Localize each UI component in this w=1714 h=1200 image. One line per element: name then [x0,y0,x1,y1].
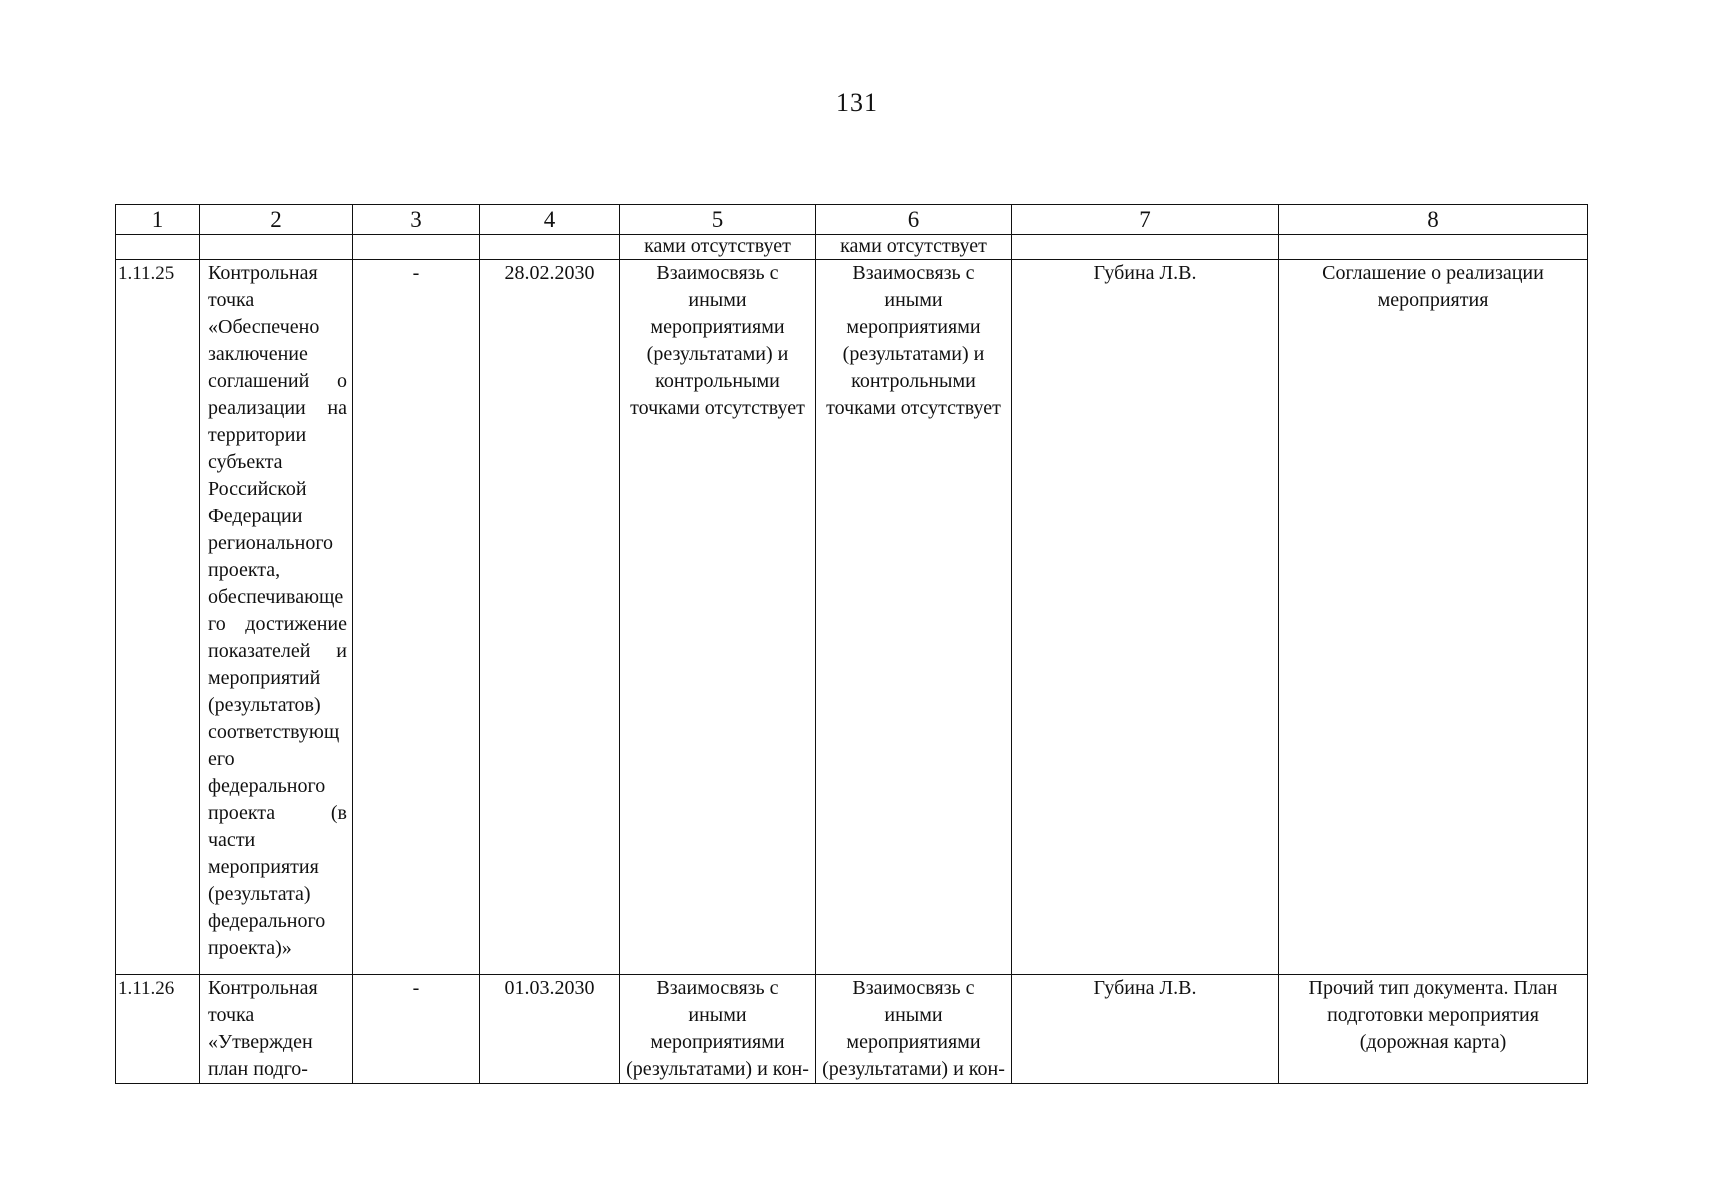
row-col5: Взаимосвязь с иными мероприятиями (результатами) и контрольными точками отсутствует [620,260,816,975]
row-date: 01.03.2030 [480,975,620,1084]
row-col6: Взаимосвязь с иными мероприятиями (результатами) и кон- [816,975,1012,1084]
table-row [116,260,1588,975]
row-name: Контрольная точка «Обеспечено заключение соглашений о реализации на территории субъекта Российской Федерации регионального проекта, обеспечивающего достижение показателей и мероприятий (результатов) соответствующего федерального проекта (в части мероприятия (результата) федерального проекта)» [200,260,353,975]
row-responsible: Губина Л.В. [1012,260,1279,975]
column-number: 3 [353,205,480,235]
column-number: 5 [620,205,816,235]
row-col3: - [353,260,480,975]
column-number: 6 [816,205,1012,235]
row-number: 1.11.25 [116,260,200,975]
plan-table [115,204,1588,1084]
column-number: 4 [480,205,620,235]
column-number: 7 [1012,205,1279,235]
row-date: 28.02.2030 [480,260,620,975]
page-number: 131 [836,88,878,117]
continuation-cell [353,235,480,260]
continuation-cell [1012,235,1279,260]
row-col6: Взаимосвязь с иными мероприятиями (результатами) и контрольными точками отсутствует [816,260,1012,975]
continuation-cell [480,235,620,260]
continuation-cell [116,235,200,260]
row-document: Соглашение о реализации мероприятия [1279,260,1588,975]
column-number-row [116,205,1588,235]
continuation-cell: ками отсутствует [620,235,816,260]
continuation-cell: ками отсутствует [816,235,1012,260]
row-document: Прочий тип документа. План подготовки мероприятия (дорожная карта) [1279,975,1588,1084]
row-col5: Взаимосвязь с иными мероприятиями (результатами) и кон- [620,975,816,1084]
row-responsible: Губина Л.В. [1012,975,1279,1084]
table-row [116,975,1588,1084]
row-number: 1.11.26 [116,975,200,1084]
column-number: 1 [116,205,200,235]
column-number: 8 [1279,205,1588,235]
continuation-row [116,235,1588,260]
continuation-cell [1279,235,1588,260]
column-number: 2 [200,205,353,235]
continuation-cell [200,235,353,260]
row-name: Контрольная точка «Утвержден план подго- [200,975,353,1084]
row-col3: - [353,975,480,1084]
